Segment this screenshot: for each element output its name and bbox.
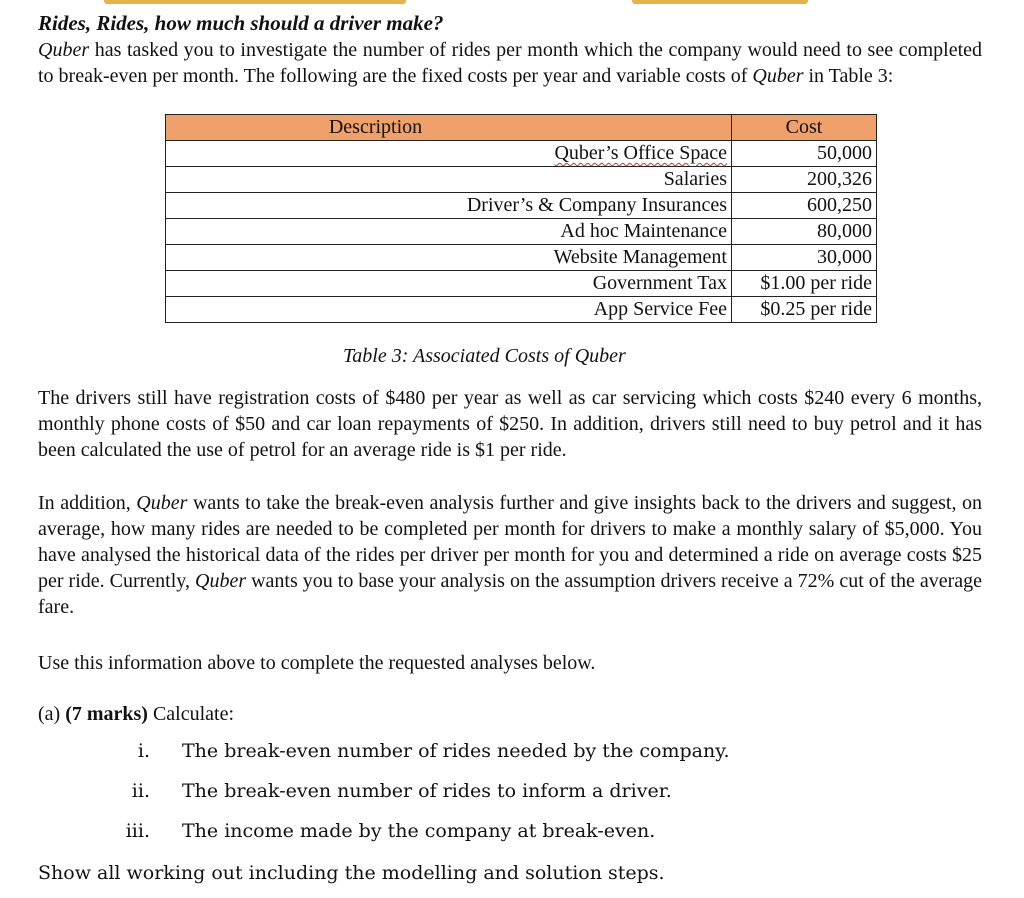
top-decoration-right [632, 0, 808, 4]
intro-text-2: in Table 3: [803, 65, 894, 87]
intro-paragraph [38, 37, 982, 89]
costs-table [165, 114, 877, 323]
company-name: Quber [195, 570, 247, 592]
row-description: Salaries [166, 167, 732, 193]
question-marks: (7 marks) [65, 703, 148, 725]
row-description: Government Tax [166, 271, 732, 297]
table-row [166, 193, 877, 219]
row-cost: 80,000 [732, 219, 877, 245]
item-number: ii. [131, 780, 150, 802]
table-row [166, 141, 877, 167]
row-cost: 600,250 [732, 193, 877, 219]
table-row [166, 245, 877, 271]
row-description: App Service Fee [166, 297, 732, 323]
item-number: iii. [125, 820, 150, 842]
row-cost: $0.25 per ride [732, 297, 877, 323]
item-text: The break-even number of rides needed by the company. [182, 740, 730, 762]
item-number: i. [137, 740, 150, 762]
company-name: Quber [136, 492, 188, 514]
company-name: Quber [752, 65, 804, 87]
table-row [166, 271, 877, 297]
instruction-paragraph: Use this information above to complete the requested analyses below. [38, 652, 596, 674]
row-description: Website Management [166, 245, 732, 271]
row-cost: 200,326 [732, 167, 877, 193]
document-title: Rides, Rides, how much should a driver make? [38, 11, 444, 35]
table-row [166, 219, 877, 245]
item-text: The break-even number of rides to inform a driver. [182, 780, 672, 802]
table-row [166, 297, 877, 323]
question-heading: (a) (7 marks) Calculate: [38, 703, 235, 725]
driver-salary-paragraph: In addition, Quber wants to take the break-even analysis further and give insights back to the drivers and suggest, on average, how many rides are needed to be completed per month for drivers to make a monthly salary of $5,000. You have analysed the historical data of the rides per driver per month for you and determined a ride on average costs $25 per ride. Currently, Quber wants you to base your analysis on the assumption drivers receive a 72% cut of the average fare. [38, 492, 983, 618]
table-row [166, 167, 877, 193]
company-name: Quber [38, 39, 90, 61]
row-description: Driver’s & Company Insurances [166, 193, 732, 219]
table-caption: Table 3: Associated Costs of Quber [343, 345, 626, 367]
intro-text-1: has tasked you to investigate the number of rides per month which the company would need to see completed to break-even per month. The following are the fixed costs per year and variable costs of [38, 39, 982, 87]
row-cost: 30,000 [732, 245, 877, 271]
column-header-description: Description [166, 115, 732, 141]
row-description: Quber’s Office Space [166, 141, 732, 167]
row-cost: 50,000 [732, 141, 877, 167]
final-instruction: Show all working out including the modelling and solution steps. [38, 862, 665, 884]
top-decoration-left [104, 0, 406, 4]
row-description: Ad hoc Maintenance [166, 219, 732, 245]
driver-costs-paragraph: The drivers still have registration costs of $480 per year as well as car servicing which costs $240 every 6 months, monthly phone costs of $50 and car loan repayments of $250. In addition, drivers still need to buy petrol and it has been calculated the use of petrol for an average ride is $1 per ride. [38, 387, 982, 461]
table-header-row [166, 115, 877, 141]
row-cost: $1.00 per ride [732, 271, 877, 297]
item-text: The income made by the company at break-even. [182, 820, 656, 842]
column-header-cost: Cost [732, 115, 877, 141]
document-page [38, 10, 983, 884]
